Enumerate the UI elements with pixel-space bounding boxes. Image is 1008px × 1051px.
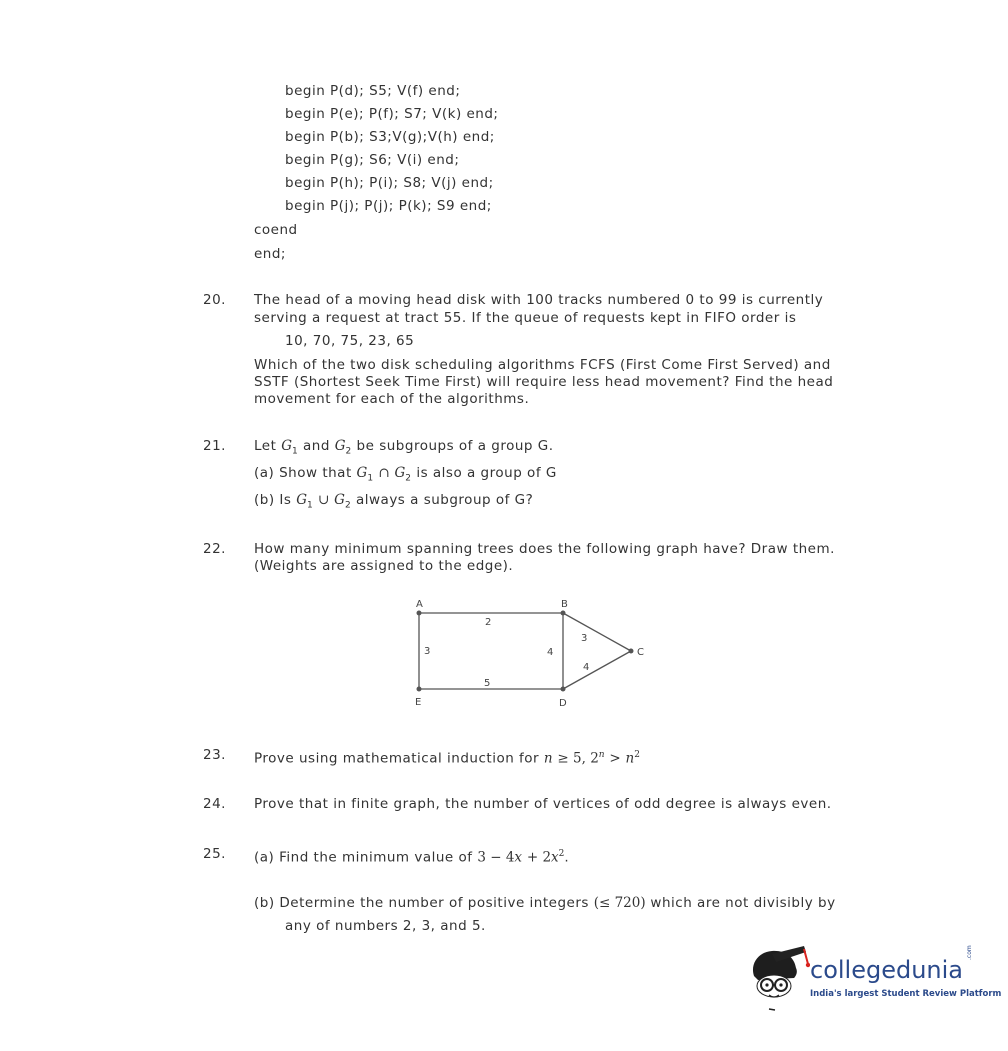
question-23-text: Prove using mathematical induction for n ≥ 5, $2^n > n^2$ [254,750,640,767]
node-e-label: E [415,697,422,708]
question-21-stem: Let $G_1$ and $G_2$ be subgroups of a group G. [254,438,554,457]
question-20-line-1: The head of a moving head disk with 100 tracks numbered 0 to 99 is currently [254,292,824,308]
logo-com: .com [966,945,973,960]
code-line-6: begin P(j); P(j); P(k); S9 end; [285,198,492,214]
question-20-number: 20. [203,292,226,308]
question-23-number: 23. [203,747,226,763]
node-c [629,649,634,654]
logo-wordmark: collegedunia [810,956,964,984]
node-a-label: A [416,599,423,610]
edge-bc [563,613,631,651]
code-line-4: begin P(g); S6; V(i) end; [285,152,460,168]
question-21-part-b: (b) Is $G_1$ ∪ $G_2$ always a subgroup of G? [254,492,534,511]
node-c-label: C [637,647,644,658]
weight-bc: 3 [581,633,588,644]
node-e [417,687,422,692]
weight-ed: 5 [484,678,491,689]
question-24-text: Prove that in finite graph, the number of vertices of odd degree is always even. [254,796,832,812]
question-25-part-b-line-1: (b) Determine the number of positive integers (≤ 720) which are not divisibly by [254,895,836,911]
question-20-queue: 10, 70, 75, 23, 65 [285,333,415,349]
weight-ab: 2 [485,617,492,628]
edge-cd [563,651,631,689]
node-b [561,611,566,616]
logo-tagline: India's largest Student Review Platform [810,989,1002,999]
question-25-number: 25. [203,846,226,862]
code-line-3: begin P(b); S3;V(g);V(h) end; [285,129,495,145]
code-line-5: begin P(h); P(i); S8; V(j) end; [285,175,494,191]
question-20-line-2: serving a request at tract 55. If the queue of requests kept in FIFO order is [254,310,797,326]
code-coend: coend [254,222,298,238]
question-20-line-5: movement for each of the algorithms. [254,391,530,407]
spanning-tree-graph [400,594,660,710]
node-d [561,687,566,692]
question-21-number: 21. [203,438,226,454]
question-24-number: 24. [203,796,226,812]
question-22-line-2: (Weights are assigned to the edge). [254,558,514,574]
collegedunia-logo [748,942,1002,1014]
question-25-part-a: (a) Find the minimum value of $3 - 4x + 2x^2$. [254,849,570,866]
weight-bd: 4 [547,647,554,658]
weight-cd: 4 [583,662,590,673]
code-line-2: begin P(e); P(f); S7; V(k) end; [285,106,499,122]
node-a [417,611,422,616]
question-21-part-a: (a) Show that $G_1$ ∩ $G_2$ is also a group of G [254,465,557,484]
question-20-line-3: Which of the two disk scheduling algorithms FCFS (First Come First Served) and [254,357,831,373]
question-22-line-1: How many minimum spanning trees does the following graph have? Draw them. [254,541,835,557]
code-end: end; [254,246,286,262]
question-22-number: 22. [203,541,226,557]
weight-ae: 3 [424,646,431,657]
mascot-icon [748,942,810,1014]
node-b-label: B [561,599,568,610]
code-line-1: begin P(d); S5; V(f) end; [285,83,461,99]
node-d-label: D [559,698,567,709]
question-25-part-b-line-2: any of numbers 2, 3, and 5. [285,918,486,934]
question-20-line-4: SSTF (Shortest Seek Time First) will require less head movement? Find the head [254,374,834,390]
